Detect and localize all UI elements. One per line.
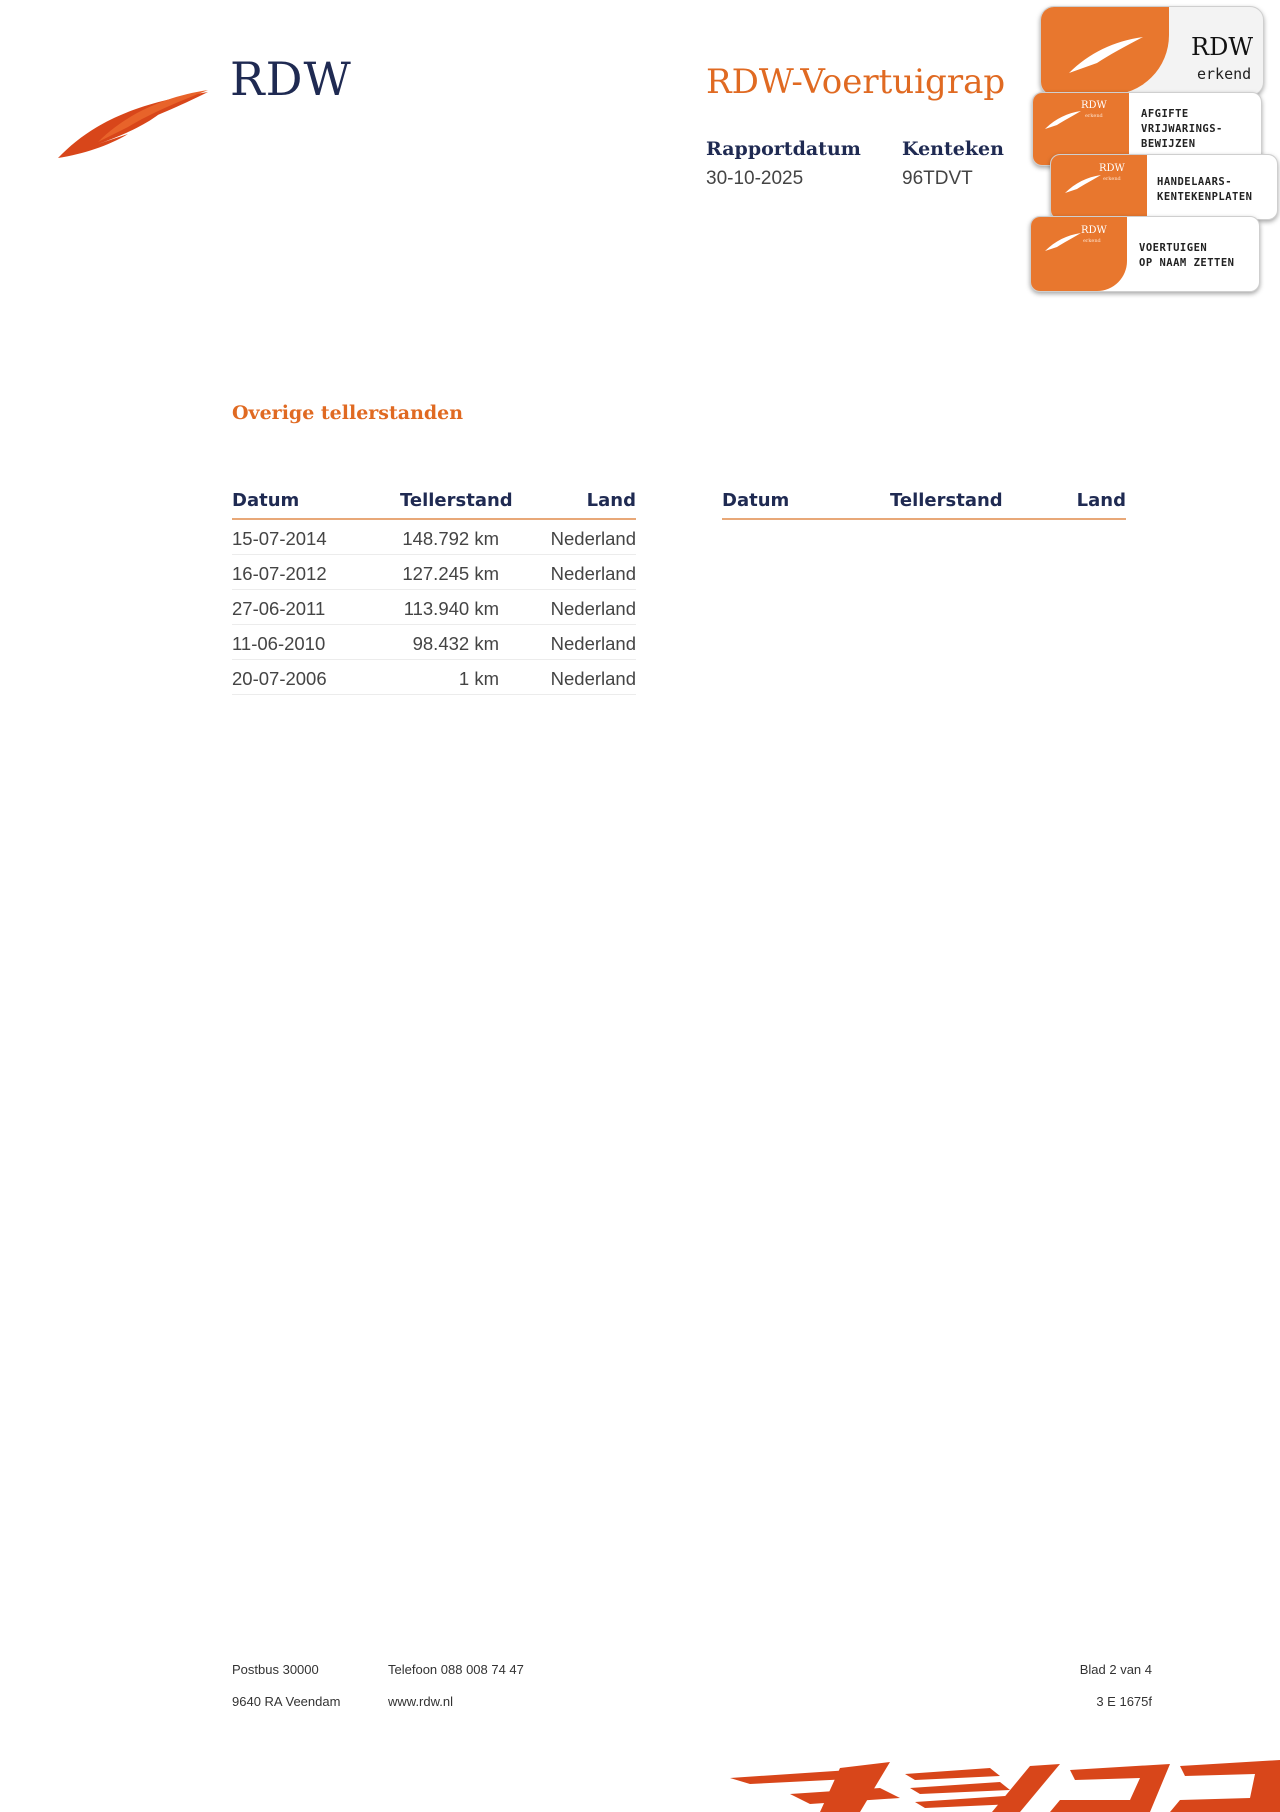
badge-line: HANDELAARS- <box>1157 176 1233 188</box>
cell-datum: 20-07-2006 <box>232 668 327 689</box>
badge-line: OP NAAM ZETTEN <box>1139 257 1235 269</box>
badge-sub: erkend <box>1083 238 1101 244</box>
badge-brand: RDW <box>1191 33 1253 61</box>
decorative-stripes <box>730 1760 1280 1812</box>
cell-tellerstand: 127.245 km <box>402 563 499 584</box>
tellerstanden-table <box>232 490 636 695</box>
rdw-logo-icon <box>1045 231 1081 251</box>
badge-handelaarskentekenplaten <box>1050 154 1278 220</box>
badge-line: KENTEKENPLATEN <box>1157 191 1253 203</box>
badge-sub: erkend <box>1085 113 1103 119</box>
cell-land: Nederland <box>550 633 636 654</box>
badge-line: BEWIJZEN <box>1141 138 1196 150</box>
cell-tellerstand: 113.940 km <box>403 598 499 619</box>
badge-subtitle: erkend <box>1197 65 1252 83</box>
rdw-erkend-main-badge <box>1040 6 1264 96</box>
table-row <box>232 625 636 660</box>
cell-tellerstand: 148.792 km <box>402 528 499 549</box>
kenteken-value: 96TDVT <box>902 168 973 189</box>
badge-line: VRIJWARINGS- <box>1141 123 1223 135</box>
tellerstanden-table-empty <box>722 490 1126 520</box>
badge-sub: erkend <box>1103 176 1121 182</box>
cell-datum: 27-06-2011 <box>232 598 326 619</box>
column-header-land: Land <box>1076 490 1126 511</box>
cell-tellerstand: 1 km <box>458 668 499 689</box>
column-header-land: Land <box>586 490 636 511</box>
rapportdatum-value: 30-10-2025 <box>706 168 804 189</box>
column-header-tellerstand: Tellerstand <box>890 490 1003 511</box>
badge-line: VOERTUIGEN <box>1139 242 1208 254</box>
cell-land: Nederland <box>550 668 636 689</box>
rdw-logo-icon <box>1045 109 1081 129</box>
footer-website: www.rdw.nl <box>388 1694 454 1709</box>
table-row <box>232 590 636 625</box>
logo-text: RDW <box>230 52 352 106</box>
column-header-tellerstand: Tellerstand <box>400 490 513 511</box>
table-row <box>232 520 636 555</box>
footer-address: 9640 RA Veendam <box>232 1694 341 1709</box>
cell-datum: 16-07-2012 <box>232 563 327 584</box>
cell-datum: 11-06-2010 <box>232 633 326 654</box>
footer-postbus: Postbus 30000 <box>232 1662 319 1677</box>
footer-code: 3 E 1675f <box>1096 1694 1152 1709</box>
cell-land: Nederland <box>550 598 636 619</box>
badge-brand: RDW <box>1099 163 1125 174</box>
kenteken-label: Kenteken <box>902 138 1004 160</box>
footer-page-number: Blad 2 van 4 <box>1079 1662 1152 1677</box>
rapportdatum-label: Rapportdatum <box>706 138 861 160</box>
cell-datum: 15-07-2014 <box>232 528 327 549</box>
table-header <box>232 490 636 520</box>
badge-brand: RDW <box>1081 225 1107 236</box>
rdw-logo-icon <box>58 82 208 160</box>
table-row <box>232 660 636 695</box>
section-title: Overige tellerstanden <box>232 402 464 424</box>
report-title: RDW-Voertuigrap <box>706 62 1006 102</box>
badge-brand: RDW <box>1081 100 1107 111</box>
cell-land: Nederland <box>550 563 636 584</box>
table-header <box>722 490 1126 520</box>
cell-tellerstand: 98.432 km <box>412 633 499 654</box>
rdw-logo-icon <box>1069 33 1143 73</box>
column-header-datum: Datum <box>232 490 300 511</box>
table-row <box>232 555 636 590</box>
badge-voertuigen-op-naam <box>1030 216 1260 292</box>
rdw-logo-icon <box>1065 173 1101 193</box>
badge-line: AFGIFTE <box>1141 108 1189 120</box>
cell-land: Nederland <box>550 528 636 549</box>
column-header-datum: Datum <box>722 490 790 511</box>
footer-telefoon: Telefoon 088 008 74 47 <box>388 1662 524 1677</box>
